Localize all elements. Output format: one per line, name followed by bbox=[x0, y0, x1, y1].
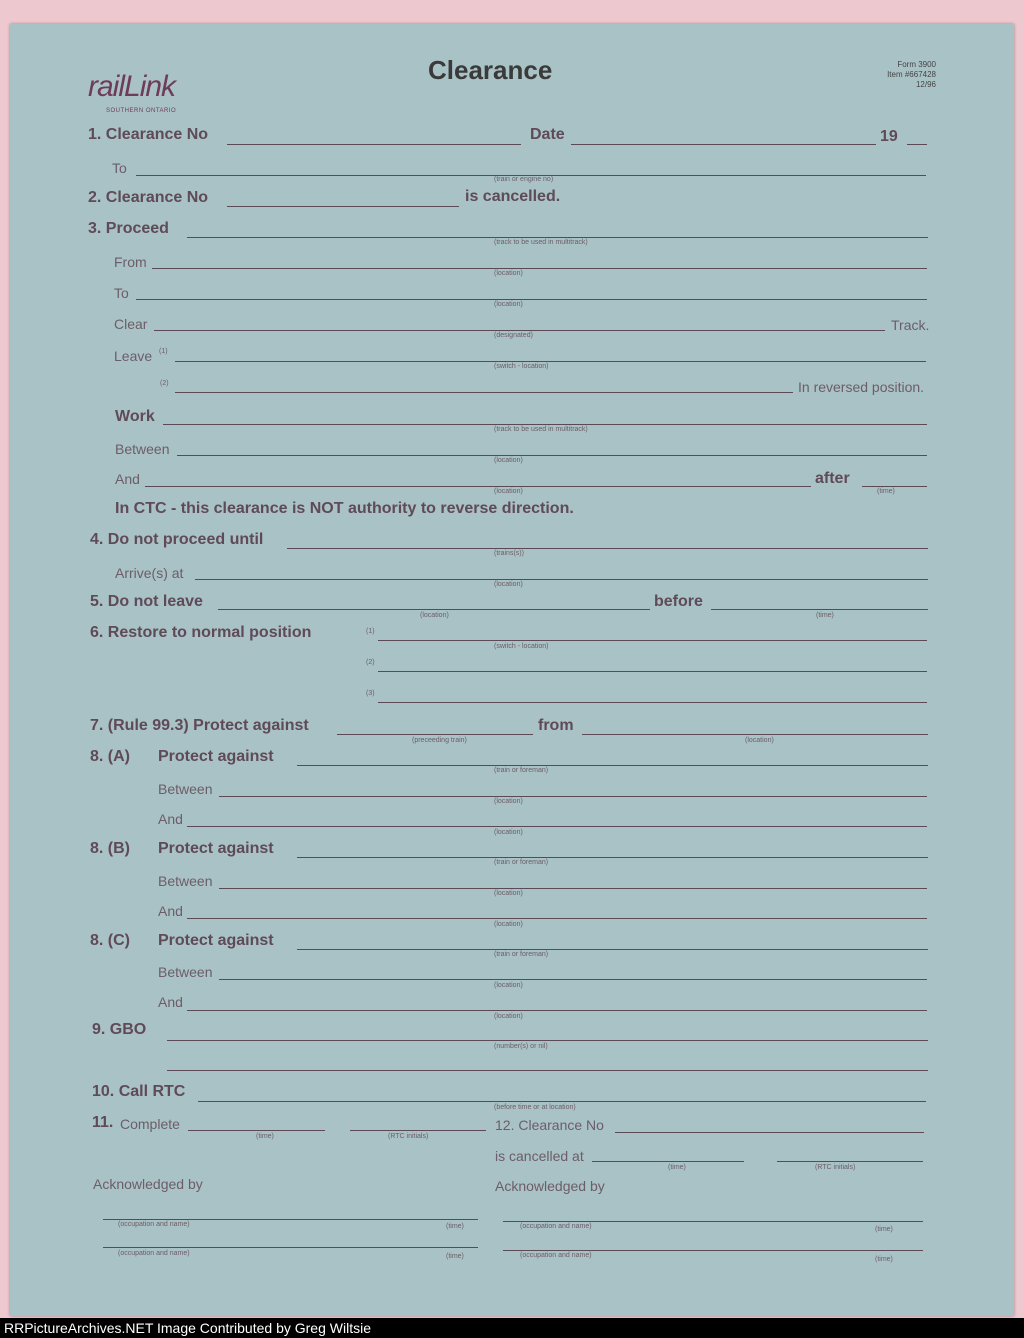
s3-and-field[interactable] bbox=[145, 486, 811, 487]
s3-after-hint: (time) bbox=[877, 488, 895, 495]
ack-left-occupation-hint-2: (occupation and name) bbox=[118, 1250, 190, 1257]
form-number bbox=[868, 60, 936, 90]
s1-year-label: 19 bbox=[880, 128, 898, 145]
s3-from-field[interactable] bbox=[152, 268, 927, 269]
s3-leave-label: Leave bbox=[114, 348, 153, 364]
s5-time-hint: (time) bbox=[816, 612, 834, 619]
s1-clearance-label: 1. Clearance No bbox=[88, 126, 209, 143]
s11-complete-label: Complete bbox=[120, 1116, 180, 1132]
s12-time-field[interactable] bbox=[592, 1161, 744, 1162]
s3-work-label: Work bbox=[115, 408, 155, 425]
s3-from-hint: (location) bbox=[494, 270, 523, 277]
s3-reversed-label: In reversed position. bbox=[798, 379, 925, 395]
s8b-protect-field[interactable] bbox=[297, 857, 928, 858]
s3-leave-hint: (switch - location) bbox=[494, 363, 549, 370]
s8b-between-field[interactable] bbox=[219, 888, 927, 889]
s12-cancelled-at-label: is cancelled at bbox=[495, 1148, 584, 1164]
s6-sup3: (3) bbox=[366, 690, 375, 697]
ack-right-sign-field-2[interactable] bbox=[503, 1250, 923, 1251]
s11-time-field[interactable] bbox=[188, 1130, 325, 1131]
s1-clearance-no-field[interactable] bbox=[227, 144, 521, 145]
ack-left-sign-field-1[interactable] bbox=[103, 1219, 478, 1220]
s8b-protect-label: Protect against bbox=[158, 840, 274, 857]
s11-rtc-initials-hint: (RTC initials) bbox=[388, 1133, 429, 1140]
s9-gbo-label: 9. GBO bbox=[92, 1021, 147, 1038]
s8b-and-field[interactable] bbox=[187, 918, 927, 919]
s5-time-field[interactable] bbox=[711, 609, 928, 610]
s3-leave-sup1: (1) bbox=[159, 348, 168, 355]
ack-left-sign-field-2[interactable] bbox=[103, 1247, 478, 1248]
s7-preceding-hint: (preceeding train) bbox=[412, 737, 467, 744]
s8a-between-field[interactable] bbox=[219, 796, 927, 797]
s2-clearance-no-field[interactable] bbox=[227, 206, 459, 207]
s6-switch-field-1[interactable] bbox=[378, 640, 927, 641]
s8c-protect-hint: (train or foreman) bbox=[494, 951, 549, 958]
s3-between-hint: (location) bbox=[494, 457, 523, 464]
s9-gbo-hint: (number(s) or nil) bbox=[494, 1043, 548, 1050]
s4-trains-hint: (trains(s)) bbox=[494, 550, 524, 557]
s6-sup2: (2) bbox=[366, 659, 375, 666]
s3-between-label: Between bbox=[115, 441, 170, 457]
ack-right-time-hint-1: (time) bbox=[875, 1226, 893, 1233]
s6-switch-hint: (switch - location) bbox=[494, 643, 549, 650]
s11-number: 11. bbox=[92, 1114, 114, 1131]
ack-left-time-hint-1: (time) bbox=[446, 1223, 464, 1230]
s5-do-not-leave-label: 5. Do not leave bbox=[90, 593, 203, 610]
s3-and-label: And bbox=[115, 471, 140, 487]
ack-right-time-hint-2: (time) bbox=[875, 1256, 893, 1263]
s4-arrive-field[interactable] bbox=[195, 579, 928, 580]
s6-switch-field-2[interactable] bbox=[378, 671, 927, 672]
s1-date-field[interactable] bbox=[571, 144, 876, 145]
s8b-and-label: And bbox=[158, 903, 183, 919]
ack-left-time-hint-2: (time) bbox=[446, 1253, 464, 1260]
s3-clear-hint: (designated) bbox=[494, 332, 533, 339]
s3-work-hint: (track to be used in multitrack) bbox=[494, 426, 588, 433]
s1-date-label: Date bbox=[530, 126, 565, 143]
s3-after-field[interactable] bbox=[862, 486, 927, 487]
s3-clear-field[interactable] bbox=[154, 330, 885, 331]
form-title: Clearance bbox=[428, 55, 553, 85]
s1-to-label: To bbox=[112, 160, 127, 176]
s3-to-label: To bbox=[114, 285, 129, 301]
s8c-and-label: And bbox=[158, 994, 183, 1010]
ack-right-sign-field-1[interactable] bbox=[503, 1221, 923, 1222]
s7-location-hint: (location) bbox=[745, 737, 774, 744]
s8a-and-label: And bbox=[158, 811, 183, 827]
s6-switch-field-3[interactable] bbox=[378, 702, 927, 703]
form-number-line: Form 3900 bbox=[897, 60, 936, 69]
s8c-protect-label: Protect against bbox=[158, 932, 274, 949]
photo-credit-text: RRPictureArchives.NET Image Contributed by Greg Wiltsie bbox=[4, 1320, 371, 1336]
logo-wordmark: railLink bbox=[88, 70, 176, 103]
s7-from-label: from bbox=[538, 717, 574, 734]
s3-to-field[interactable] bbox=[136, 299, 927, 300]
ack-right-occupation-hint-1: (occupation and name) bbox=[520, 1223, 592, 1230]
s3-to-hint: (location) bbox=[494, 301, 523, 308]
s8c-between-hint: (location) bbox=[494, 982, 523, 989]
s12-time-hint: (time) bbox=[668, 1164, 686, 1171]
logo-subtitle: SOUTHERN ONTARIO bbox=[106, 108, 177, 114]
s3-between-field[interactable] bbox=[177, 455, 927, 456]
s3-clear-label: Clear bbox=[114, 316, 148, 332]
s3-ctc-note: In CTC - this clearance is NOT authority to reverse direction. bbox=[115, 500, 574, 517]
s10-call-rtc-field[interactable] bbox=[198, 1101, 926, 1102]
s3-work-field[interactable] bbox=[163, 424, 927, 425]
s8b-between-hint: (location) bbox=[494, 890, 523, 897]
s3-track-label: Track. bbox=[891, 317, 930, 333]
s3-after-label: after bbox=[815, 470, 850, 487]
s8b-protect-hint: (train or foreman) bbox=[494, 859, 549, 866]
s8c-and-field[interactable] bbox=[187, 1010, 927, 1011]
s5-before-label: before bbox=[654, 593, 703, 610]
s10-call-rtc-hint: (before time or at location) bbox=[494, 1104, 576, 1111]
s5-location-hint: (location) bbox=[420, 612, 449, 619]
s7-location-field[interactable] bbox=[582, 734, 928, 735]
s8c-label: 8. (C) bbox=[90, 932, 130, 949]
s3-proceed-hint: (track to be used in multitrack) bbox=[494, 239, 588, 246]
ack-right-occupation-hint-2: (occupation and name) bbox=[520, 1252, 592, 1259]
s8b-between-label: Between bbox=[158, 873, 213, 889]
form-date-line: 12/96 bbox=[915, 80, 936, 89]
s2-clearance-label: 2. Clearance No bbox=[88, 189, 209, 206]
s3-proceed-label: 3. Proceed bbox=[88, 220, 169, 237]
s5-location-field[interactable] bbox=[218, 609, 650, 610]
s3-and-hint: (location) bbox=[494, 488, 523, 495]
s8a-protect-field[interactable] bbox=[297, 765, 928, 766]
s8b-label: 8. (B) bbox=[90, 840, 130, 857]
s6-restore-label: 6. Restore to normal position bbox=[90, 624, 312, 641]
s3-proceed-field[interactable] bbox=[187, 237, 928, 238]
s4-arrive-label: Arrive(s) at bbox=[115, 565, 184, 581]
s11-rtc-initials-field[interactable] bbox=[350, 1130, 486, 1131]
s7-preceding-field[interactable] bbox=[337, 734, 533, 735]
s3-from-label: From bbox=[114, 254, 147, 270]
s3-leave-field-1[interactable] bbox=[175, 361, 926, 362]
s8a-between-label: Between bbox=[158, 781, 213, 797]
s3-leave-field-2[interactable] bbox=[175, 392, 793, 393]
s1-year-field[interactable] bbox=[907, 144, 927, 145]
s8a-protect-hint: (train or foreman) bbox=[494, 767, 549, 774]
s4-trains-field[interactable] bbox=[287, 548, 928, 549]
s1-to-hint: (train or engine no) bbox=[494, 176, 554, 183]
railink-logo bbox=[88, 56, 208, 118]
ack-right-label: Acknowledged by bbox=[495, 1178, 605, 1194]
s4-arrive-hint: (location) bbox=[494, 581, 523, 588]
s8a-and-hint: (location) bbox=[494, 829, 523, 836]
ack-left-label: Acknowledged by bbox=[93, 1176, 203, 1192]
s11-time-hint: (time) bbox=[256, 1133, 274, 1140]
s9-gbo-field-1[interactable] bbox=[167, 1040, 928, 1041]
photo-credit-bar bbox=[0, 1318, 1024, 1338]
s3-leave-sup2: (2) bbox=[160, 380, 169, 387]
s8a-protect-label: Protect against bbox=[158, 748, 274, 765]
s9-gbo-field-2[interactable] bbox=[167, 1070, 928, 1071]
s8a-and-field[interactable] bbox=[187, 826, 927, 827]
s8c-and-hint: (location) bbox=[494, 1013, 523, 1020]
s8c-between-field[interactable] bbox=[219, 979, 927, 980]
s12-clearance-label: 12. Clearance No bbox=[495, 1117, 604, 1133]
s10-call-rtc-label: 10. Call RTC bbox=[92, 1083, 186, 1100]
item-number-line: Item #667428 bbox=[887, 70, 936, 79]
s12-rtc-initials-field[interactable] bbox=[777, 1161, 923, 1162]
s4-proceed-until-label: 4. Do not proceed until bbox=[90, 531, 264, 548]
s6-sup1: (1) bbox=[366, 628, 375, 635]
s8a-between-hint: (location) bbox=[494, 798, 523, 805]
s8b-and-hint: (location) bbox=[494, 921, 523, 928]
s8c-between-label: Between bbox=[158, 964, 213, 980]
s12-rtc-initials-hint: (RTC initials) bbox=[815, 1164, 856, 1171]
s2-cancelled-text: is cancelled. bbox=[465, 188, 561, 205]
s8a-label: 8. (A) bbox=[90, 748, 130, 765]
s7-protect-label: 7. (Rule 99.3) Protect against bbox=[90, 717, 309, 734]
s8c-protect-field[interactable] bbox=[297, 949, 928, 950]
s12-clearance-no-field[interactable] bbox=[615, 1132, 924, 1133]
ack-left-occupation-hint-1: (occupation and name) bbox=[118, 1221, 190, 1228]
